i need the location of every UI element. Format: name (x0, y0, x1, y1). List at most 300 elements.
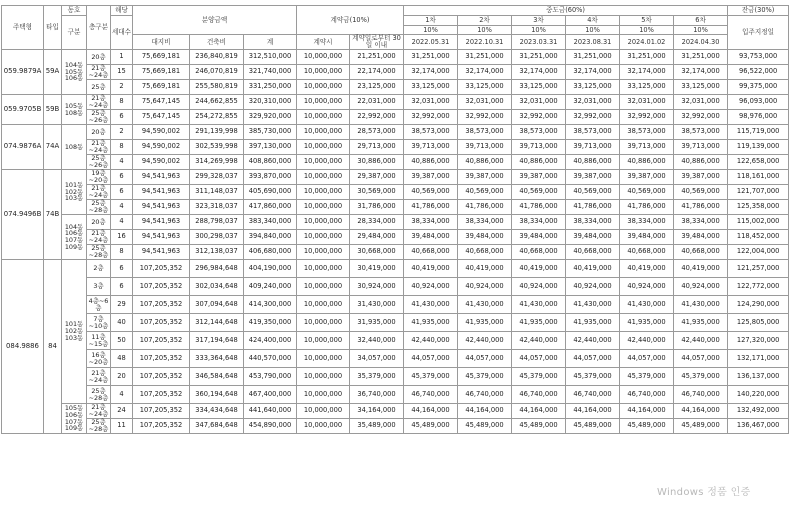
land-price-cell: 94,541,963 (133, 230, 190, 245)
mid-payment-cell: 38,334,000 (674, 215, 728, 230)
mid-payment-cell: 39,713,000 (404, 140, 458, 155)
house-type-cell: 084.9886 (2, 260, 44, 434)
building-price-cell: 312,144,648 (190, 314, 244, 332)
table-body (2, 50, 789, 434)
header-mid-pct: 10% (404, 26, 458, 35)
mid-payment-cell: 32,174,000 (458, 65, 512, 80)
deposit-cell: 10,000,000 (297, 155, 350, 170)
mid-payment-cell: 40,924,000 (566, 278, 620, 296)
deposit-30days-cell: 31,430,000 (350, 296, 404, 314)
header-balance-sub: 입주지정일 (728, 16, 789, 50)
floor-cell: 4층~6층 (87, 296, 111, 314)
mid-payment-cell: 39,484,000 (404, 230, 458, 245)
activation-watermark: Windows 정품 인증 (657, 487, 751, 498)
land-price-cell: 94,541,963 (133, 245, 190, 260)
units-cell: 40 (111, 314, 133, 332)
mid-payment-cell: 40,886,000 (404, 155, 458, 170)
units-cell: 8 (111, 245, 133, 260)
mid-payment-cell: 41,430,000 (566, 296, 620, 314)
units-cell: 20 (111, 368, 133, 386)
mid-payment-cell: 44,164,000 (620, 404, 674, 419)
mid-payment-cell: 42,440,000 (458, 332, 512, 350)
mid-payment-cell: 38,573,000 (674, 125, 728, 140)
mid-payment-cell: 45,489,000 (674, 419, 728, 434)
deposit-30days-cell: 21,251,000 (350, 50, 404, 65)
mid-payment-cell: 32,992,000 (620, 110, 674, 125)
mid-payment-cell: 33,125,000 (566, 80, 620, 95)
land-price-cell: 107,205,352 (133, 386, 190, 404)
mid-payment-cell: 44,057,000 (458, 350, 512, 368)
table-row (2, 125, 789, 140)
mid-payment-cell: 40,886,000 (674, 155, 728, 170)
total-price-cell: 321,740,000 (244, 65, 297, 80)
building-price-cell: 244,662,855 (190, 95, 244, 110)
mid-payment-cell: 40,668,000 (404, 245, 458, 260)
mid-payment-cell: 32,174,000 (566, 65, 620, 80)
type-short-cell: 59B (44, 95, 62, 125)
total-price-cell: 424,400,000 (244, 332, 297, 350)
mid-payment-cell: 31,251,000 (458, 50, 512, 65)
total-price-cell: 320,310,000 (244, 95, 297, 110)
mid-payment-cell: 39,713,000 (674, 140, 728, 155)
mid-payment-cell: 45,379,000 (512, 368, 566, 386)
total-price-cell: 409,240,000 (244, 278, 297, 296)
mid-payment-cell: 39,387,000 (566, 170, 620, 185)
header-dong-sub: 구분 (62, 16, 87, 50)
deposit-cell: 10,000,000 (297, 368, 350, 386)
floor-cell: 21층~24층 (87, 95, 111, 110)
units-cell: 4 (111, 386, 133, 404)
house-type-cell: 074.9496B (2, 170, 44, 260)
mid-payment-cell: 39,387,000 (458, 170, 512, 185)
type-short-cell: 74B (44, 170, 62, 260)
deposit-cell: 10,000,000 (297, 230, 350, 245)
deposit-cell: 10,000,000 (297, 350, 350, 368)
mid-payment-cell: 38,573,000 (566, 125, 620, 140)
mid-payment-cell: 39,484,000 (512, 230, 566, 245)
floor-cell: 7층~10층 (87, 314, 111, 332)
type-short-cell: 74A (44, 125, 62, 170)
mid-payment-cell: 45,379,000 (404, 368, 458, 386)
deposit-cell: 10,000,000 (297, 386, 350, 404)
mid-payment-cell: 40,419,000 (674, 260, 728, 278)
deposit-30days-cell: 22,992,000 (350, 110, 404, 125)
table-row (2, 215, 789, 230)
units-cell: 8 (111, 95, 133, 110)
balance-cell: 121,707,000 (728, 185, 789, 200)
mid-payment-cell: 40,419,000 (620, 260, 674, 278)
deposit-30days-cell: 29,387,000 (350, 170, 404, 185)
mid-payment-cell: 45,379,000 (674, 368, 728, 386)
units-cell: 11 (111, 419, 133, 434)
dong-cell: 105동 108동 (62, 95, 87, 125)
building-price-cell: 334,434,648 (190, 404, 244, 419)
balance-cell: 125,805,000 (728, 314, 789, 332)
building-price-cell: 312,138,037 (190, 245, 244, 260)
units-cell: 16 (111, 230, 133, 245)
dong-cell: 101동 102동 103동 (62, 260, 87, 404)
deposit-30days-cell: 29,713,000 (350, 140, 404, 155)
mid-payment-cell: 44,057,000 (404, 350, 458, 368)
deposit-cell: 10,000,000 (297, 110, 350, 125)
land-price-cell: 75,669,181 (133, 65, 190, 80)
floor-cell: 11층~15층 (87, 332, 111, 350)
mid-payment-cell: 46,740,000 (674, 386, 728, 404)
table-row (2, 140, 789, 155)
mid-payment-cell: 45,379,000 (458, 368, 512, 386)
balance-cell: 96,093,000 (728, 95, 789, 110)
header-mid-round: 6차 (674, 16, 728, 26)
total-price-cell: 394,840,000 (244, 230, 297, 245)
mid-payment-cell: 39,484,000 (674, 230, 728, 245)
mid-payment-cell: 38,334,000 (566, 215, 620, 230)
land-price-cell: 107,205,352 (133, 419, 190, 434)
balance-cell: 132,492,000 (728, 404, 789, 419)
units-cell: 8 (111, 140, 133, 155)
building-price-cell: 291,139,998 (190, 125, 244, 140)
mid-payment-cell: 33,125,000 (404, 80, 458, 95)
building-price-cell: 311,148,037 (190, 185, 244, 200)
floor-cell: 25층~26층 (87, 110, 111, 125)
units-cell: 48 (111, 350, 133, 368)
building-price-cell: 296,984,648 (190, 260, 244, 278)
balance-cell: 118,452,000 (728, 230, 789, 245)
deposit-30days-cell: 31,935,000 (350, 314, 404, 332)
mid-payment-cell: 38,573,000 (512, 125, 566, 140)
mid-payment-cell: 40,569,000 (566, 185, 620, 200)
payment-schedule-table (1, 5, 789, 434)
mid-payment-cell: 44,164,000 (404, 404, 458, 419)
mid-payment-cell: 41,430,000 (620, 296, 674, 314)
house-type-cell: 059.9705B (2, 95, 44, 125)
mid-payment-cell: 31,251,000 (674, 50, 728, 65)
land-price-cell: 94,590,002 (133, 140, 190, 155)
balance-cell: 136,137,000 (728, 368, 789, 386)
mid-payment-cell: 39,713,000 (566, 140, 620, 155)
balance-cell: 119,139,000 (728, 140, 789, 155)
units-cell: 1 (111, 50, 133, 65)
mid-payment-cell: 44,057,000 (512, 350, 566, 368)
mid-payment-cell: 32,174,000 (620, 65, 674, 80)
mid-payment-cell: 40,668,000 (620, 245, 674, 260)
building-price-cell: 254,272,855 (190, 110, 244, 125)
mid-payment-cell: 45,489,000 (566, 419, 620, 434)
header-mid-pct: 10% (566, 26, 620, 35)
table-row (2, 185, 789, 200)
balance-cell: 122,004,000 (728, 245, 789, 260)
mid-payment-cell: 38,334,000 (620, 215, 674, 230)
deposit-30days-cell: 30,419,000 (350, 260, 404, 278)
mid-payment-cell: 33,125,000 (674, 80, 728, 95)
table-row (2, 110, 789, 125)
mid-payment-cell: 41,786,000 (566, 200, 620, 215)
mid-payment-cell: 33,125,000 (458, 80, 512, 95)
units-cell: 4 (111, 155, 133, 170)
total-price-cell: 393,870,000 (244, 170, 297, 185)
floor-cell: 21층~24층 (87, 65, 111, 80)
balance-cell: 118,161,000 (728, 170, 789, 185)
header-mid-date: 2022.10.31 (458, 35, 512, 50)
mid-payment-cell: 39,387,000 (512, 170, 566, 185)
mid-payment-cell: 40,924,000 (674, 278, 728, 296)
mid-payment-cell: 38,334,000 (404, 215, 458, 230)
building-price-cell: 307,094,648 (190, 296, 244, 314)
mid-payment-cell: 41,430,000 (404, 296, 458, 314)
table-row (2, 404, 789, 419)
total-price-cell: 414,300,000 (244, 296, 297, 314)
mid-payment-cell: 40,668,000 (674, 245, 728, 260)
mid-payment-cell: 46,740,000 (512, 386, 566, 404)
mid-payment-cell: 32,174,000 (404, 65, 458, 80)
units-cell: 15 (111, 65, 133, 80)
mid-payment-cell: 42,440,000 (566, 332, 620, 350)
total-price-cell: 405,690,000 (244, 185, 297, 200)
mid-payment-cell: 31,251,000 (620, 50, 674, 65)
balance-cell: 98,976,000 (728, 110, 789, 125)
mid-payment-cell: 44,164,000 (512, 404, 566, 419)
header-units: 세대수 (111, 16, 133, 50)
building-price-cell: 347,684,648 (190, 419, 244, 434)
mid-payment-cell: 46,740,000 (458, 386, 512, 404)
units-cell: 6 (111, 110, 133, 125)
mid-payment-cell: 45,379,000 (620, 368, 674, 386)
mid-payment-cell: 45,489,000 (458, 419, 512, 434)
mid-payment-cell: 41,786,000 (512, 200, 566, 215)
mid-payment-cell: 41,430,000 (674, 296, 728, 314)
land-price-cell: 107,205,352 (133, 260, 190, 278)
mid-payment-cell: 44,057,000 (566, 350, 620, 368)
mid-payment-cell: 42,440,000 (674, 332, 728, 350)
mid-payment-cell: 45,489,000 (404, 419, 458, 434)
mid-payment-cell: 40,668,000 (512, 245, 566, 260)
balance-cell: 127,320,000 (728, 332, 789, 350)
land-price-cell: 75,669,181 (133, 80, 190, 95)
deposit-30days-cell: 22,031,000 (350, 95, 404, 110)
mid-payment-cell: 38,334,000 (458, 215, 512, 230)
mid-payment-cell: 40,924,000 (620, 278, 674, 296)
floor-cell: 25층~28층 (87, 386, 111, 404)
deposit-30days-cell: 28,573,000 (350, 125, 404, 140)
building-price-cell: 360,194,648 (190, 386, 244, 404)
header-mid-round: 2차 (458, 16, 512, 26)
mid-payment-cell: 32,174,000 (512, 65, 566, 80)
mid-payment-cell: 40,419,000 (404, 260, 458, 278)
units-cell: 24 (111, 404, 133, 419)
land-price-cell: 75,647,145 (133, 110, 190, 125)
land-price-cell: 94,590,002 (133, 155, 190, 170)
table-row (2, 170, 789, 185)
mid-payment-cell: 41,935,000 (512, 314, 566, 332)
mid-payment-cell: 40,924,000 (404, 278, 458, 296)
mid-payment-cell: 39,387,000 (674, 170, 728, 185)
mid-payment-cell: 31,251,000 (512, 50, 566, 65)
table-row (2, 80, 789, 95)
mid-payment-cell: 40,886,000 (458, 155, 512, 170)
header-mid-date: 2024.04.30 (674, 35, 728, 50)
balance-cell: 121,257,000 (728, 260, 789, 278)
building-price-cell: 300,298,037 (190, 230, 244, 245)
header-deposit: 계약금(10%) (297, 6, 404, 35)
header-dong: 동호 (62, 6, 87, 16)
mid-payment-cell: 40,569,000 (458, 185, 512, 200)
mid-payment-cell: 41,786,000 (404, 200, 458, 215)
mid-payment-cell: 39,713,000 (458, 140, 512, 155)
mid-payment-cell: 41,430,000 (512, 296, 566, 314)
land-price-cell: 94,541,963 (133, 200, 190, 215)
header-mid-pct: 10% (674, 26, 728, 35)
total-price-cell: 397,130,000 (244, 140, 297, 155)
floor-cell: 3층 (87, 278, 111, 296)
mid-payment-cell: 31,251,000 (566, 50, 620, 65)
deposit-cell: 10,000,000 (297, 65, 350, 80)
mid-payment-cell: 44,164,000 (674, 404, 728, 419)
total-price-cell: 404,190,000 (244, 260, 297, 278)
header-type-short: 타입 (44, 6, 62, 50)
balance-cell: 136,467,000 (728, 419, 789, 434)
mid-payment-cell: 46,740,000 (620, 386, 674, 404)
land-price-cell: 107,205,352 (133, 332, 190, 350)
mid-payment-cell: 38,573,000 (620, 125, 674, 140)
mid-payment-cell: 39,713,000 (512, 140, 566, 155)
deposit-30days-cell: 22,174,000 (350, 65, 404, 80)
header-building: 건축비 (190, 35, 244, 50)
land-price-cell: 107,205,352 (133, 314, 190, 332)
header-mid-round: 5차 (620, 16, 674, 26)
land-price-cell: 75,669,181 (133, 50, 190, 65)
table-row (2, 278, 789, 296)
table-row (2, 230, 789, 245)
mid-payment-cell: 42,440,000 (404, 332, 458, 350)
header-mid: 중도금(60%) (404, 6, 728, 16)
header-deposit-30days: 계약일로부터 30일 이내 (350, 35, 404, 50)
deposit-cell: 10,000,000 (297, 332, 350, 350)
building-price-cell: 323,318,037 (190, 200, 244, 215)
building-price-cell: 246,070,819 (190, 65, 244, 80)
dong-cell: 104동 106동 107동 109동 (62, 215, 87, 260)
table-row (2, 314, 789, 332)
land-price-cell: 107,205,352 (133, 296, 190, 314)
table-row (2, 245, 789, 260)
mid-payment-cell: 41,935,000 (458, 314, 512, 332)
land-price-cell: 94,541,963 (133, 215, 190, 230)
mid-payment-cell: 39,713,000 (620, 140, 674, 155)
balance-cell: 115,002,000 (728, 215, 789, 230)
mid-payment-cell: 41,430,000 (458, 296, 512, 314)
table-row (2, 368, 789, 386)
balance-cell: 122,772,000 (728, 278, 789, 296)
mid-payment-cell: 40,419,000 (512, 260, 566, 278)
mid-payment-cell: 41,786,000 (620, 200, 674, 215)
land-price-cell: 75,647,145 (133, 95, 190, 110)
mid-payment-cell: 31,251,000 (404, 50, 458, 65)
type-short-cell: 84 (44, 260, 62, 434)
balance-cell: 96,522,000 (728, 65, 789, 80)
units-cell: 29 (111, 296, 133, 314)
mid-payment-cell: 41,786,000 (674, 200, 728, 215)
mid-payment-cell: 32,992,000 (674, 110, 728, 125)
header-mid-round: 3차 (512, 16, 566, 26)
mid-payment-cell: 41,786,000 (458, 200, 512, 215)
header-mid-pct: 10% (620, 26, 674, 35)
deposit-cell: 10,000,000 (297, 95, 350, 110)
mid-payment-cell: 32,031,000 (404, 95, 458, 110)
land-price-cell: 94,541,963 (133, 170, 190, 185)
balance-cell: 115,719,000 (728, 125, 789, 140)
floor-cell: 25층~28층 (87, 245, 111, 260)
dong-cell: 105동 106동 107동 109동 (62, 404, 87, 434)
mid-payment-cell: 38,573,000 (458, 125, 512, 140)
header-mid-date: 2024.01.02 (620, 35, 674, 50)
mid-payment-cell: 40,419,000 (458, 260, 512, 278)
mid-payment-cell: 32,031,000 (620, 95, 674, 110)
land-price-cell: 107,205,352 (133, 350, 190, 368)
header-mid-date: 2023.03.31 (512, 35, 566, 50)
header-total: 계 (244, 35, 297, 50)
table-row (2, 155, 789, 170)
land-price-cell: 107,205,352 (133, 368, 190, 386)
deposit-cell: 10,000,000 (297, 296, 350, 314)
mid-payment-cell: 32,992,000 (566, 110, 620, 125)
mid-payment-cell: 44,164,000 (458, 404, 512, 419)
table-row (2, 65, 789, 80)
building-price-cell: 288,798,037 (190, 215, 244, 230)
header-mid-date: 2023.08.31 (566, 35, 620, 50)
header-deposit-on-contract: 계약시 (297, 35, 350, 50)
table-row (2, 419, 789, 434)
building-price-cell: 255,580,819 (190, 80, 244, 95)
table-row (2, 350, 789, 368)
deposit-30days-cell: 35,489,000 (350, 419, 404, 434)
floor-cell: 2층 (87, 260, 111, 278)
dong-cell: 101동 102동 103동 (62, 170, 87, 215)
total-price-cell: 454,890,000 (244, 419, 297, 434)
mid-payment-cell: 38,334,000 (512, 215, 566, 230)
mid-payment-cell: 44,164,000 (566, 404, 620, 419)
table-row (2, 260, 789, 278)
deposit-30days-cell: 35,379,000 (350, 368, 404, 386)
mid-payment-cell: 40,419,000 (566, 260, 620, 278)
units-cell: 6 (111, 185, 133, 200)
deposit-cell: 10,000,000 (297, 314, 350, 332)
balance-cell: 122,658,000 (728, 155, 789, 170)
mid-payment-cell: 32,031,000 (566, 95, 620, 110)
balance-cell: 132,171,000 (728, 350, 789, 368)
mid-payment-cell: 42,440,000 (620, 332, 674, 350)
deposit-30days-cell: 36,740,000 (350, 386, 404, 404)
mid-payment-cell: 41,935,000 (674, 314, 728, 332)
floor-cell: 20층 (87, 125, 111, 140)
deposit-cell: 10,000,000 (297, 260, 350, 278)
balance-cell: 124,290,000 (728, 296, 789, 314)
mid-payment-cell: 39,484,000 (620, 230, 674, 245)
mid-payment-cell: 39,484,000 (458, 230, 512, 245)
total-price-cell: 385,730,000 (244, 125, 297, 140)
header-floor: 층구분 (87, 6, 111, 50)
land-price-cell: 94,590,002 (133, 125, 190, 140)
units-cell: 50 (111, 332, 133, 350)
table-row (2, 296, 789, 314)
deposit-cell: 10,000,000 (297, 245, 350, 260)
header-price: 분양금액 (133, 6, 297, 35)
header-land: 대지비 (133, 35, 190, 50)
mid-payment-cell: 45,489,000 (512, 419, 566, 434)
total-price-cell: 419,350,000 (244, 314, 297, 332)
building-price-cell: 299,328,037 (190, 170, 244, 185)
deposit-cell: 10,000,000 (297, 419, 350, 434)
mid-payment-cell: 40,569,000 (674, 185, 728, 200)
mid-payment-cell: 40,924,000 (458, 278, 512, 296)
total-price-cell: 406,680,000 (244, 245, 297, 260)
